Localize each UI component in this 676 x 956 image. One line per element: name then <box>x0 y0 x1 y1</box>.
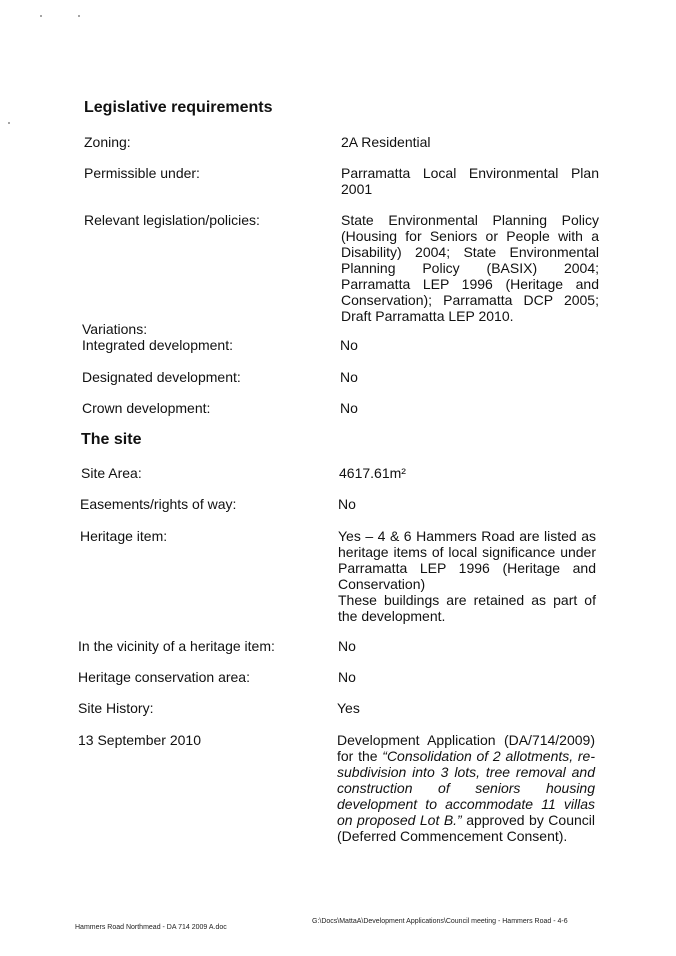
site-history-value: Yes <box>337 700 360 716</box>
scan-speck <box>40 15 42 17</box>
heritage-item-note: These buildings are retained as part of the development. <box>338 592 596 624</box>
easements-label: Easements/rights of way: <box>80 496 237 512</box>
section-heading-legislative: Legislative requirements <box>84 99 273 116</box>
integrated-development-value: No <box>340 337 358 353</box>
scan-speck <box>78 15 80 17</box>
footer-filename: Hammers Road Northmead - DA 714 2009 A.doc <box>75 924 227 931</box>
designated-development-value: No <box>340 369 358 385</box>
relevant-legislation-value: State Environmental Planning Policy (Housing for Seniors or People with a Disability) 2004; State Environmental Planning Policy (BASIX) 2004; Parramatta LEP 1996 (Heritage and Conservation); Parramatta DCP 2005; Draft Parramatta LEP 2010. <box>341 212 599 324</box>
zoning-label: Zoning: <box>84 134 131 150</box>
site-area-label: Site Area: <box>81 465 142 481</box>
integrated-development-label: Integrated development: <box>82 337 233 353</box>
crown-development-value: No <box>340 400 358 416</box>
site-area-value: 4617.61m² <box>339 465 406 481</box>
development-application-text <box>337 732 595 844</box>
heritage-item-value: Yes – 4 & 6 Hammers Road are listed as heritage items of local significance under Parramatta LEP 1996 (Heritage and Conservation) <box>338 528 596 592</box>
permissible-value: Parramatta Local Environmental Plan 2001 <box>341 165 599 197</box>
heritage-conservation-value: No <box>338 669 356 685</box>
easements-value: No <box>338 496 356 512</box>
relevant-legislation-label: Relevant legislation/policies: <box>84 212 260 228</box>
heritage-item-label: Heritage item: <box>80 528 168 544</box>
variations-label: Variations: <box>82 321 148 337</box>
history-date-label: 13 September 2010 <box>78 732 201 748</box>
da-intro: Development Application (DA/714/2009) for the <box>337 732 595 764</box>
zoning-value: 2A Residential <box>341 134 431 150</box>
heritage-vicinity-label: In the vicinity of a heritage item: <box>78 638 275 654</box>
heritage-vicinity-value: No <box>338 638 356 654</box>
footer-path: G:\Docs\MattaA\Development Applications\Council meeting - Hammers Road - 4-6 <box>312 918 568 925</box>
da-outro: approved by Council (Deferred Commencement Consent). <box>337 812 595 844</box>
da-description: “Consolidation of 2 allotments, re-subdivision into 3 lots, tree removal and construction of seniors housing development to accommodate 11 villas on proposed Lot B.” <box>337 748 595 828</box>
section-heading-site: The site <box>81 431 142 448</box>
scan-speck <box>8 122 10 124</box>
crown-development-label: Crown development: <box>82 400 211 416</box>
permissible-label: Permissible under: <box>84 165 200 181</box>
heritage-conservation-label: Heritage conservation area: <box>78 669 250 685</box>
designated-development-label: Designated development: <box>82 369 241 385</box>
site-history-label: Site History: <box>78 700 154 716</box>
